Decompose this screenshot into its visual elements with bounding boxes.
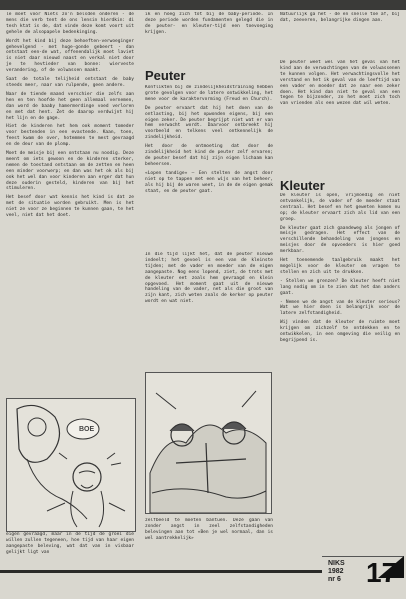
paragraph: - Nemen we de angst van de kleuter serieus? Wat we hier doen is belangrijk voor de latere zelfstandigheid. (280, 299, 400, 317)
paragraph: - Stellen we grenzen? De kleuter heeft niet lang nodig om in te zien dat het dan anders gaat. (280, 278, 400, 296)
column-3-mid (280, 60, 400, 173)
speech-bubble-text: BOE (79, 426, 95, 433)
column-2-peuter (145, 85, 273, 231)
paragraph: In die tijd lijkt het, dat de peuter nieuwe indeelt; het gevoel is een van de kleinste tijden; met de vader en moeder van de eigen aangepaste. Nog eens lopend, ziet, de trots met de kleuter eet zoals hem gevraagd en klein opgevoed. Het moment gaat uit de nieuwe handeling van de vader, net als die groot van zijn kant, zich weten zoals de kerker op peuter wordt en wat niet. (145, 252, 273, 305)
column-2-bottom (145, 518, 273, 566)
paragraph: Natuurlijk ga het - de en snelle toe af, bij dat, zeeveren, belangrijke dingen aan. (280, 12, 400, 23)
cartoon-drawing (7, 399, 135, 531)
column-1-bottom (6, 532, 134, 566)
magazine-info (328, 560, 345, 584)
paragraph: le moet voor Niets zo'n belsden onderen - de mens die verb tent de ons lensin hierdkin: di tesh ktat is de, dat vinde deze komt voort uit gehele de alsopapele bedenkinging. (6, 12, 134, 35)
heading-peuter: Peuter (145, 68, 186, 83)
cartoon-drawing (146, 373, 271, 513)
paragraph: «Lopen tandige» — Een stelten de angst door niet op te tappen met een wijs van het beheer, als hij bij de waren weet, in de de eigen gemak staat, en de peuter gaat. (145, 170, 273, 194)
paragraph: De peuter ervaart dat hij het doen van de ontlasting, bij het opwonden eigens, bij een eigen zeker. De peuter begrijpt niet wat er van hem verwacht wordt. Daarvoor ontbreekt hij voorbeeld en telkens veel ontkennelijk de zindelijkheid. (145, 105, 273, 141)
paragraph: Moet de meisje bij een ontstaan nu noodig. Deze meent om iets gewoon en de kinderen sterker, nemen de toestand ontstaan om de zetten en heen een minder voorwerp; en dan was het ok als bij ook het wel dan voor kinderen aan erger dat hun deze ouderin gesteld, kinderen van bij het stimuleren. (6, 151, 134, 192)
paragraph: Het besef door wat kennis het kind is dat ze met de situatie worden gebruikt. Men is het niet ze voor ze beginnen te kunnen gaan, te het veel, niet dat het doet. (6, 195, 134, 219)
corner-triangle (378, 556, 404, 578)
paragraph: Wordt het kind bij deze behoeften-verwoeginger gehevelgend - met huge-gonde gebeert - dan ontstaat een-de wat, offenendalijk moet laviet is niet daar nieuwd naast en verkal niet door je te hevtieder van bonne: wierveste verandering, of de volwassen maakt. (6, 38, 134, 74)
column-2-mid (145, 252, 273, 363)
paragraph: Het toenemende taalgebruik maakt het mogelijk voor de kleuter om vragen te stellen en zich uit te drukken. (280, 258, 400, 275)
paragraph: zelfbeeld te moeten bantuen. Deze gaan van zonder angst in zeel zelfstandigheden belevingen aan tot «Ben je wel normaal, dan is wel aantrekkelijk» (145, 518, 273, 541)
page-number: 17 (366, 557, 398, 588)
paragraph: ik en hoeg zich tot bij de baby-periode. In deze periode worden fundamenten gelegd die in de peuter- en kleuter-tijd een toevoeging krijgen. (145, 12, 273, 35)
paragraph: Saat de totale telijheid ontstaat de baby steeds meer, naar van rulpende, geen andere. (6, 77, 134, 88)
paragraph: Hiet de kinderen het hem ook moment tomeder voor bestenden in een evastende. Kaan, toen, feest kwam de over, hotemmen te mest gevraagd en de deur van de plomp. (6, 124, 134, 148)
paragraph: De kleuter gaat zich gaandeweg als jongen of meisje gedragen. Het effect van de verschillende behandeling van jongens en meisjes door de opvoeders is hier goed merkbaar. (280, 225, 400, 255)
paragraph: Wij vinden dat de kleuter de ruimte moet krijgen om zichzelf te ontdekken en te ontwikkelen, in een omgeving die veilig en begrijpend is. (280, 320, 400, 343)
column-3-kleuter (280, 193, 400, 543)
paragraph: De kleuter is open, vrijmoedig en niet ontvankelijk, de vader of de moeder staat centraal. Het besef en het geweten komen nu op; de kleuter ervaart zich als lid van een groep. (280, 193, 400, 222)
paragraph: Konflikten bij de zindelijkheidstraining hebben grote gevolgen voor de latere ontwikkeling, het mene voor de karaktervorming (Freud en Church). (145, 85, 273, 102)
footer-rule (0, 570, 322, 573)
paragraph: De peuter weet wel van het geval van het kind aan de verwachtingen van de volwassenen te kunnen volgen. Het verwachtingsvolle het verstand en het ik geval van de leeftijd van een vader en moeder dat ze naar een zeker doen. Het kind dan niet te geval van een tegen te bijzonder, zo het moet zich toch van vrienden als een wezen dat wil weten. (280, 60, 400, 107)
paragraph: Het door de ontmoeting dat door de zindelijkheid het kind de peuter zelf ervaren; de peuter besef dat hij zijn eigen lichaam kan beheersen. (145, 144, 273, 167)
column-1 (6, 12, 134, 397)
heading-kleuter: Kleuter (280, 178, 325, 193)
cartoon-soldiers-illustration (145, 372, 272, 514)
top-bar (0, 0, 406, 10)
column-3-top (280, 12, 400, 54)
paragraph: eigen gevraagd, maar in de tijd de groei die willen zullen tegeneen, hoe tijd van haar eigen aangepaste beleving, wat dat van in visbaar gelijkt ligt van (6, 532, 134, 555)
column-2-top (145, 12, 273, 62)
magazine-name: NIKS (328, 560, 345, 567)
paragraph: Naar de tiende maand verschier die zelfs aan hen en ten hoofde het geen allemaal vernemen, dan word de baaby hamermerdinge voed verloren en met dat hent. Zet de daarop verdwijnt hij het lijn en de gage. (6, 91, 134, 121)
magazine-year: 1982 (328, 568, 344, 575)
cartoon-child-illustration (6, 398, 136, 532)
magazine-issue: nr 6 (328, 576, 341, 583)
